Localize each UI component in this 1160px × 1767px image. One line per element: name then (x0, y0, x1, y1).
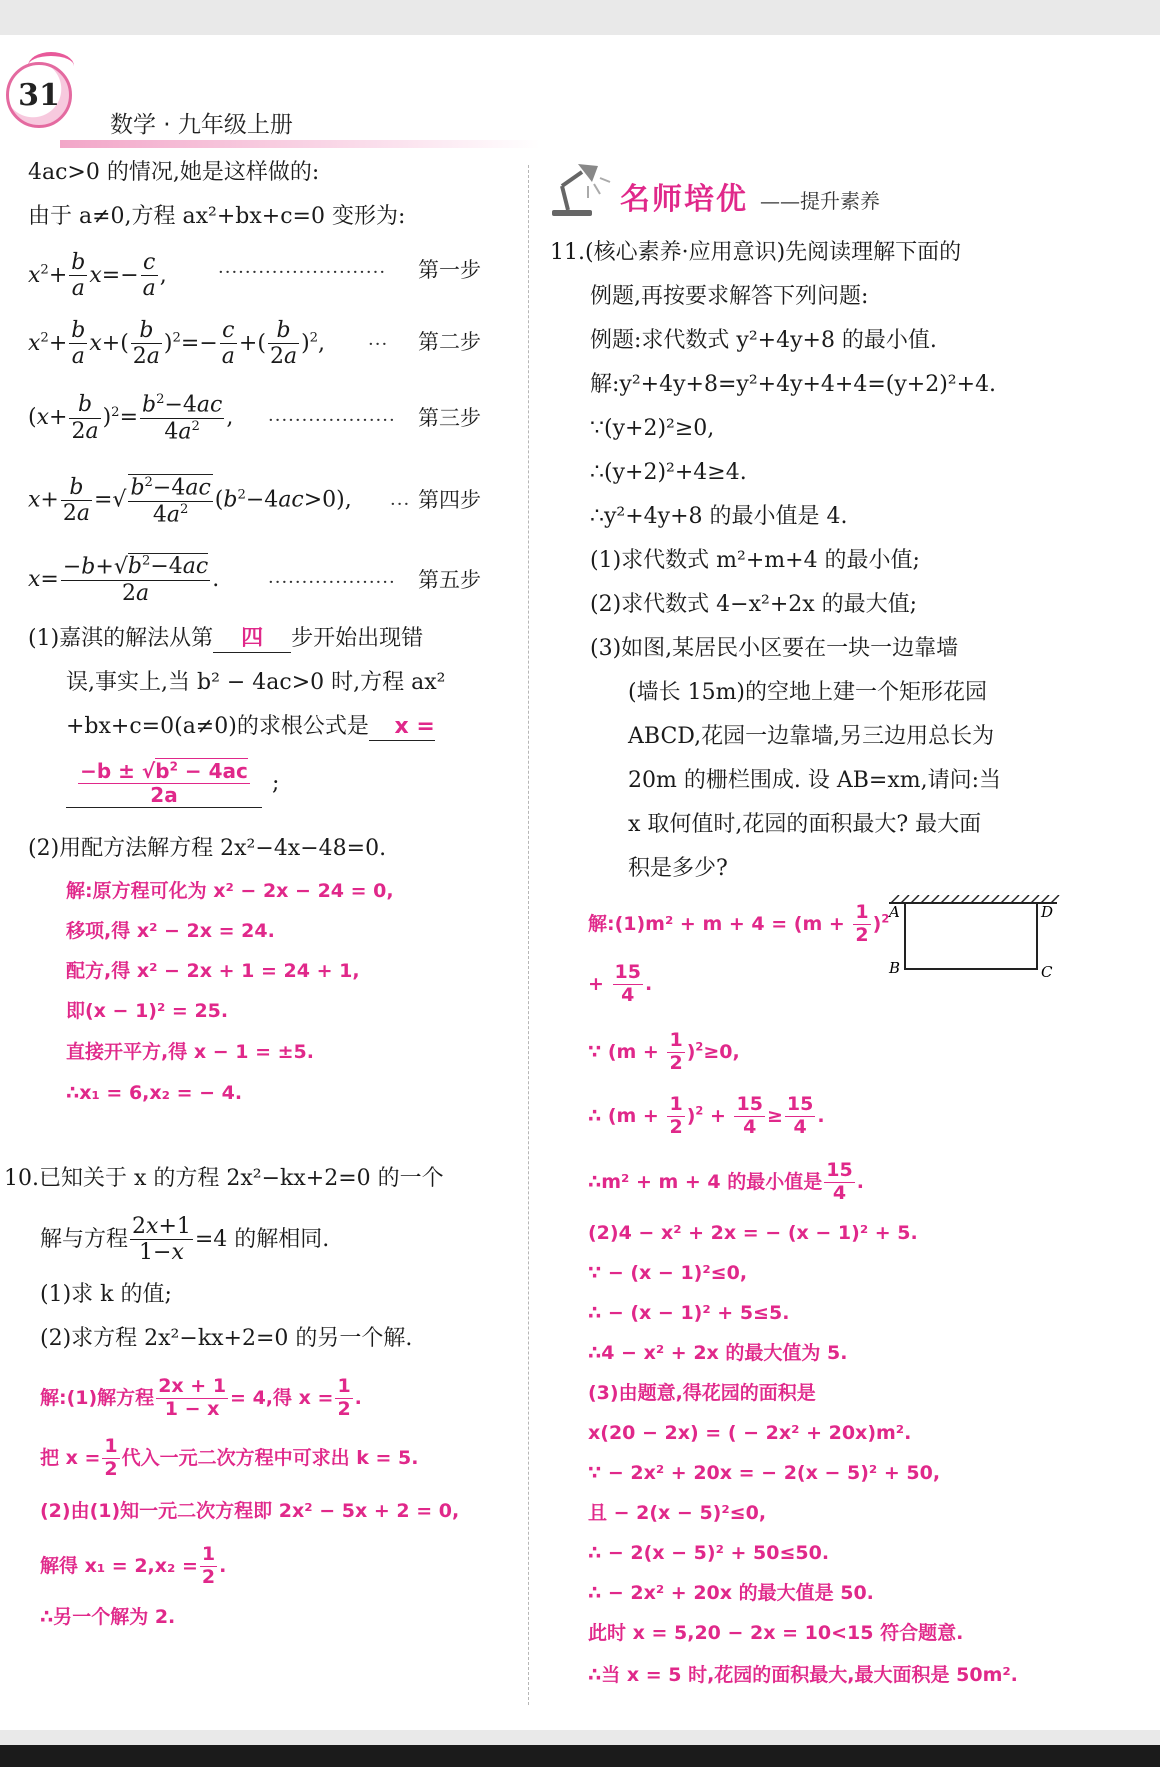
p11-sol1-line3: ∵ (m + $\frac{1}{2}$ )$^2$≥0, (588, 1029, 740, 1074)
p11-sol-5: ∴4 − x² + 2x 的最大值为 5. (588, 1342, 848, 1364)
q1-answer-formula: $\frac{-b \pm √b^2 - 4ac}{2a}$ ; (66, 760, 279, 808)
p10-solution-3: (2)由(1)知一元二次方程即 2x² − 5x + 2 = 0, (40, 1500, 460, 1522)
page-number: 31 (18, 77, 60, 113)
p10-s2-a: 把 x = (40, 1446, 101, 1469)
step3-label: 第三步 (418, 406, 481, 430)
p11-line-11: (墙长 15m)的空地上建一个矩形花园 (628, 680, 988, 705)
p10-solution-4: 解得 x₁ = 2,x₂ = $\frac{1}{2}$ . (40, 1543, 227, 1588)
p11-line-2: 例题,再按要求解答下列问题: (590, 284, 869, 309)
p11-sol-13: ∴当 x = 5 时,花园的面积最大,最大面积是 50m². (588, 1664, 1018, 1686)
p10-s4: 解得 x₁ = 2,x₂ = (40, 1554, 198, 1577)
q2-solution-5: 直接开平方,得 x − 1 = ±5. (66, 1041, 314, 1063)
fig-label-d: D (1041, 903, 1054, 921)
p11-sol-4: ∴ − (x − 1)² + 5≤5. (588, 1302, 790, 1324)
intro-line-2: 由于 a≠0,方程 ax²+bx+c=0 变形为: (28, 204, 406, 229)
q1-answer-head: x = (394, 714, 435, 739)
p10-line2-a: 解与方程 (40, 1226, 129, 1252)
p10-line2-b: =4 的解相同. (194, 1226, 330, 1252)
step4-equation: x+ $\frac{b}{2a}$ =√ $\frac{b^2-4ac}{4a^2}$ $(b^2-4ac>0)$, (28, 474, 352, 527)
section-header (548, 160, 880, 218)
p11-sol-10: ∴ − 2(x − 5)² + 50≤50. (588, 1542, 830, 1564)
p11-line-7: ∴y²+4y+8 的最小值是 4. (590, 504, 848, 529)
fig-label-a: A (889, 903, 900, 921)
column-divider (528, 165, 529, 1705)
q1-line3-text: +bx+c=0(a≠0)的求根公式是 (66, 714, 369, 739)
p10-s1-a: 解:(1)解方程 (40, 1386, 155, 1409)
step1-dots: ························· (218, 262, 387, 283)
p11-sol-7: x(20 − 2x) = ( − 2x² + 20x)m². (588, 1422, 912, 1444)
garden-figure (885, 895, 1060, 995)
step3-dots: ··················· (268, 410, 396, 431)
p11-line-10: (3)如图,某居民小区要在一块一边靠墙 (590, 636, 959, 661)
intro-line: 4ac>0 的情况,她是这样做的: (28, 160, 320, 185)
step4-dots: ··· (390, 494, 411, 515)
p11-sol1-line4: ∴ (m + $\frac{1}{2}$ )$^2$ + $\frac{15}{4}$ ≥ $\frac{15}{4}$ . (588, 1093, 825, 1138)
q1-line3 (66, 714, 435, 741)
header-title: 数学 · 九年级上册 (110, 112, 293, 138)
p10-s2-b: 代入一元二次方程中可求出 k = 5. (121, 1446, 419, 1469)
q2-solution-1: 解:原方程可化为 x² − 2x − 24 = 0, (66, 880, 394, 902)
q1-line2: 误,事实上,当 b² − 4ac>0 时,方程 ax² (66, 670, 446, 695)
p11-line-13: 20m 的栅栏围成. 设 AB=xm,请问:当 (628, 768, 1001, 793)
step5-equation: x= $\frac{-b+√b^2-4ac}{2a}$ . (28, 554, 220, 606)
p10-solution-1: 解:(1)解方程 $\frac{2x + 1}{1 - x}$ = 4,得 x = $\frac{1}{2}$ . (40, 1375, 362, 1420)
q1-text-b: 步开始出现错 (291, 626, 424, 651)
p10-q2: (2)求方程 2x²−kx+2=0 的另一个解. (40, 1326, 413, 1351)
p11-line-12: ABCD,花园一边靠墙,另三边用总长为 (628, 724, 995, 749)
p11-line-6: ∴(y+2)²+4≥4. (590, 460, 747, 485)
p11-sol-2: (2)4 − x² + 2x = − (x − 1)² + 5. (588, 1222, 918, 1244)
p11-sol1-line1: 解:(1)m² + m + 4 = (m + $\frac{1}{2}$ )$^2$ (588, 901, 890, 946)
p11-sol1-line5: ∴m² + m + 4 的最小值是 $\frac{15}{4}$ . (588, 1159, 864, 1204)
p11-sol-3: ∵ − (x − 1)²≤0, (588, 1262, 748, 1284)
p11-sol-12: 此时 x = 5,20 − 2x = 10<15 符合题意. (588, 1622, 964, 1644)
q1-answer-blank (369, 714, 435, 741)
q2-solution-4: 即(x − 1)² = 25. (66, 1000, 229, 1022)
p11-line-14: x 取何值时,花园的面积最大? 最大面 (628, 812, 982, 837)
p10-line1: 10.已知关于 x 的方程 2x²−kx+2=0 的一个 (4, 1166, 444, 1191)
p11-line-9: (2)求代数式 4−x²+2x 的最大值; (590, 592, 918, 617)
lamp-icon (548, 160, 612, 218)
p11-sol1-line2: + $\frac{15}{4}$ . (588, 961, 653, 1006)
q1-text-a: (1)嘉淇的解法从第 (28, 626, 214, 651)
p11-line-1: 11.(核心素养·应用意识)先阅读理解下面的 (550, 240, 962, 265)
step2-equation: $x^2+$ $\frac{b}{a}$ x+( $\frac{b}{2a}$ )$^2$=− $\frac{c}{a}$ +( $\frac{b}{2a}$ )$^2$, (28, 318, 326, 370)
p11-line-4: 解:y²+4y+8=y²+4y+4+4=(y+2)²+4. (590, 372, 997, 397)
q1-blank-answer: 四 (241, 626, 264, 651)
p10-s1-b: = 4,得 x = (230, 1386, 334, 1409)
p11-line-3: 例题:求代数式 y²+4y+8 的最小值. (590, 328, 937, 353)
q2-solution-3: 配方,得 x² − 2x + 1 = 24 + 1, (66, 960, 360, 982)
q1-formula-blank: $\frac{-b \pm √b^2 - 4ac}{2a}$ (66, 760, 262, 808)
p11-line-15: 积是多少? (628, 856, 728, 881)
header-band (60, 140, 540, 148)
fig-label-b: B (889, 959, 901, 977)
p10-solution-2: 把 x = $\frac{1}{2}$ 代入一元二次方程中可求出 k = 5. (40, 1435, 419, 1480)
p10-solution-5: ∴另一个解为 2. (40, 1606, 176, 1628)
step4-label: 第四步 (418, 488, 481, 512)
q2-solution-2: 移项,得 x² − 2x = 24. (66, 920, 275, 942)
page-number-badge (6, 62, 72, 128)
step1-equation: $x^2+$ $\frac{b}{a}$ x=− $\frac{c}{a}$ , (28, 250, 167, 302)
step5-label: 第五步 (418, 568, 481, 592)
q1-line1 (28, 626, 423, 653)
section-subtitle: ——提升素养 (760, 189, 880, 213)
fig-label-c: C (1041, 963, 1053, 981)
p10-line2: 解与方程 $\frac{2x+1}{1-x}$ =4 的解相同. (40, 1214, 330, 1266)
q1-blank (213, 626, 291, 653)
step1-label: 第一步 (418, 258, 481, 282)
p11-line-8: (1)求代数式 m²+m+4 的最小值; (590, 548, 920, 573)
p11-sol-9: 且 − 2(x − 5)²≤0, (588, 1502, 767, 1524)
q2-text: (2)用配方法解方程 2x²−4x−48=0. (28, 836, 387, 861)
section-title: 名师培优 (620, 182, 748, 217)
p11-sol-8: ∵ − 2x² + 20x = − 2(x − 5)² + 50, (588, 1462, 941, 1484)
step2-dots: ··· (368, 334, 389, 355)
p10-q1: (1)求 k 的值; (40, 1282, 172, 1307)
bottom-bar (0, 1745, 1160, 1767)
step5-dots: ··················· (268, 572, 396, 593)
q2-solution-6: ∴x₁ = 6,x₂ = − 4. (66, 1082, 243, 1104)
p11-sol-6: (3)由题意,得花园的面积是 (588, 1382, 816, 1404)
p11-sol-11: ∴ − 2x² + 20x 的最大值是 50. (588, 1582, 874, 1604)
step2-label: 第二步 (418, 330, 481, 354)
p11-line-5: ∵(y+2)²≥0, (590, 416, 715, 441)
step3-equation: (x+ $\frac{b}{2a}$ )$^2$= $\frac{b^2-4ac}{4a^2}$ , (28, 392, 234, 444)
